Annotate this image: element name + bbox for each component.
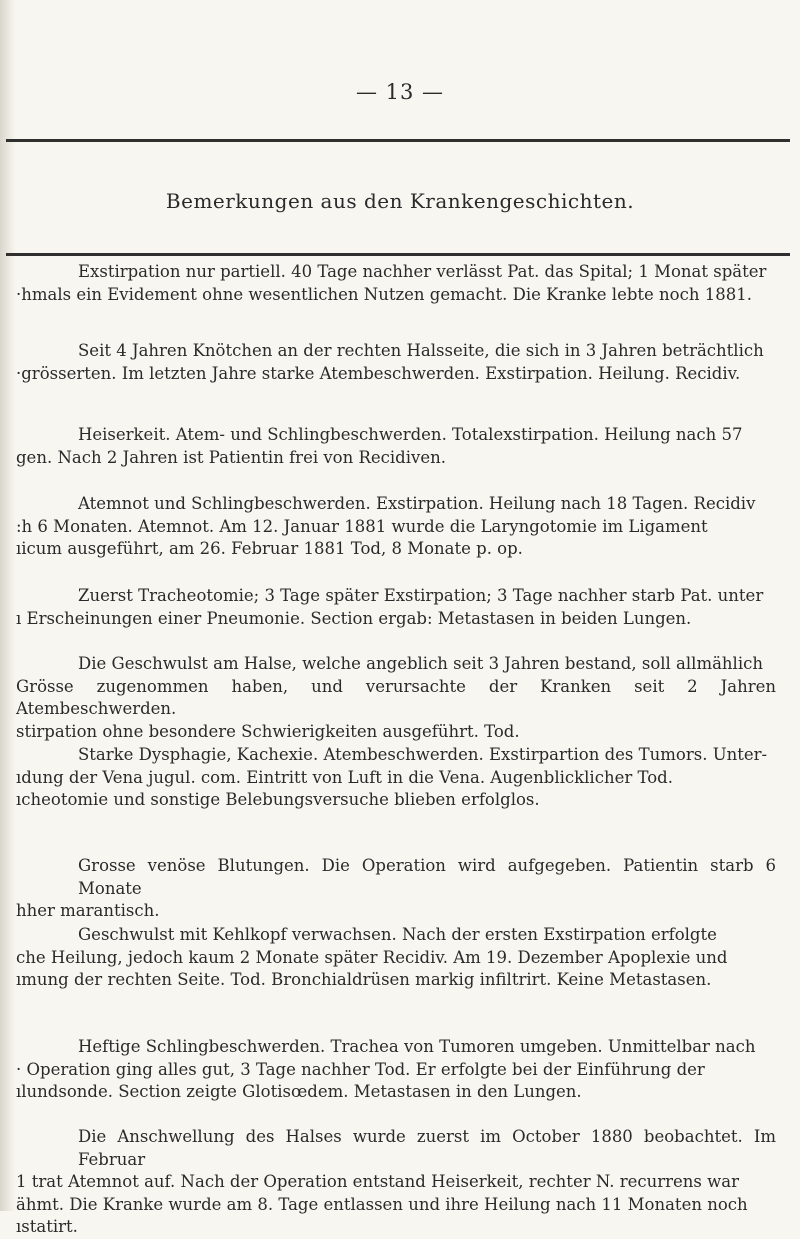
case-note-continuation: che Heilung, jedoch kaum 2 Monate später Recidiv. Am 19. Dezember Apoplexie und ımung der rechten Seite. Tod. Bronchialdrüsen markig infiltrirt. Keine Metastasen. [16, 947, 728, 989]
page-gutter-shadow [0, 0, 16, 1211]
case-note-11 [16, 1126, 776, 1239]
case-note-first-line: Die Anschwellung des Halses wurde zuerst im October 1880 beobachtet. Im Februar [78, 1127, 776, 1169]
case-note-continuation: Grösse zugenommen haben, und verursachte der Kranken seit 2 Jahren Atembeschwerden. stirpation ohne besondere Schwierigkeiten ausgeführt. Tod. [16, 676, 776, 741]
case-note-continuation: ·grösserten. Im letzten Jahre starke Atembeschwerden. Exstirpation. Heilung. Recidiv. [16, 363, 741, 383]
case-note-continuation: gen. Nach 2 Jahren ist Patientin frei von Recidiven. [16, 447, 446, 467]
case-note-continuation: 1 trat Atemnot auf. Nach der Operation entstand Heiserkeit, rechter N. recurrens war ähmt. Die Kranke wurde am 8. Tage entlassen und ihre Heilung nach 11 Monaten noch ıstatirt. [16, 1172, 748, 1236]
case-note-2 [16, 340, 776, 385]
case-note-6 [16, 653, 776, 743]
case-note-first-line: Geschwulst mit Kehlkopf verwachsen. Nach der ersten Exstirpation erfolgte [78, 925, 717, 944]
case-note-continuation: :h 6 Monaten. Atemnot. Am 12. Januar 1881 wurde die Laryngotomie im Ligament ıicum ausgeführt, am 26. Februar 1881 Tod, 8 Monate p. op. [16, 516, 708, 558]
case-note-first-line: Atemnot und Schlingbeschwerden. Exstirpation. Heilung nach 18 Tagen. Recidiv [78, 494, 756, 513]
case-note-first-line: Seit 4 Jahren Knötchen an der rechten Halsseite, die sich in 3 Jahren beträchtlich [78, 341, 764, 360]
page-number: — 13 — [355, 80, 445, 104]
case-note-continuation: ·hmals ein Evidement ohne wesentlichen Nutzen gemacht. Die Kranke lebte noch 1881. [16, 284, 752, 304]
case-note-first-line: Exstirpation nur partiell. 40 Tage nachher verlässt Pat. das Spital; 1 Monat später [78, 262, 767, 281]
case-note-first-line: Starke Dysphagie, Kachexie. Atembeschwerden. Exstirpartion des Tumors. Unter- [78, 745, 768, 764]
case-note-7 [16, 744, 776, 812]
case-note-4 [16, 493, 776, 561]
case-note-first-line: Grosse venöse Blutungen. Die Operation wird aufgegeben. Patientin starb 6 Monate [78, 856, 776, 898]
case-note-continuation: ıdung der Vena jugul. com. Eintritt von Luft in die Vena. Augenblicklicher Tod. ıcheotomie und sonstige Belebungsversuche blieben erfolglos. [16, 767, 673, 809]
case-note-9 [16, 924, 776, 992]
case-note-5 [16, 585, 776, 630]
case-note-first-line: Heiserkeit. Atem- und Schlingbeschwerden. Totalexstirpation. Heilung nach 57 [78, 425, 743, 444]
case-note-continuation: ı Erscheinungen einer Pneumonie. Section ergab: Metastasen in beiden Lungen. [16, 608, 692, 628]
case-note-continuation: hher marantisch. [16, 901, 160, 920]
case-note-first-line: Die Geschwulst am Halse, welche angeblich seit 3 Jahren bestand, soll allmählich [78, 654, 763, 673]
case-note-10 [16, 1036, 776, 1104]
case-note-1 [16, 261, 776, 306]
case-note-first-line: Heftige Schlingbeschwerden. Trachea von Tumoren umgeben. Unmittelbar nach [78, 1037, 756, 1056]
bottom-rule [6, 253, 790, 256]
section-heading: Bemerkungen aus den Krankengeschichten. [165, 189, 635, 213]
case-note-3 [16, 424, 776, 469]
top-rule [6, 139, 790, 142]
case-note-first-line: Zuerst Tracheotomie; 3 Tage später Exstirpation; 3 Tage nachher starb Pat. unter [78, 586, 764, 605]
case-note-continuation: · Operation ging alles gut, 3 Tage nachher Tod. Er erfolgte bei der Einführung der ılundsonde. Section zeigte Glotisœdem. Metastasen in den Lungen. [16, 1059, 705, 1101]
case-note-8 [16, 855, 776, 923]
